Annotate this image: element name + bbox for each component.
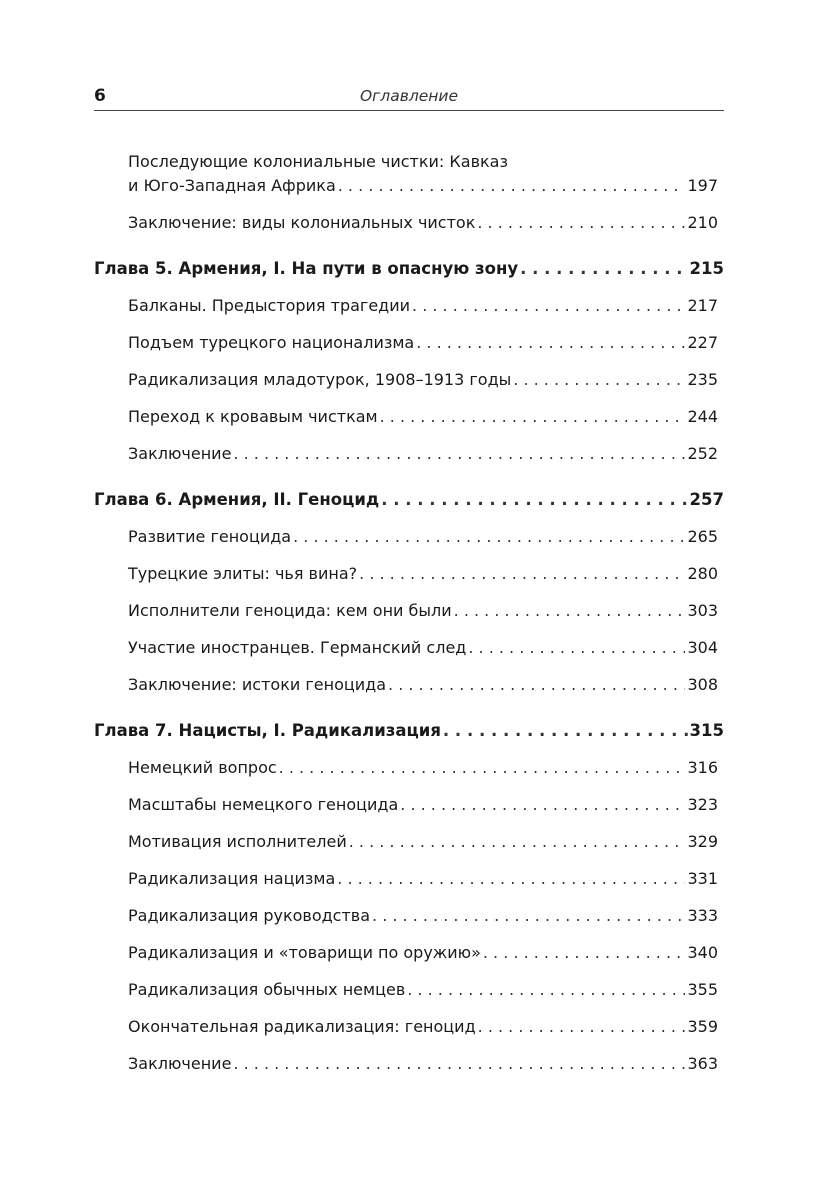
toc-entry-title: Масштабы немецкого геноцида: [128, 795, 399, 814]
toc-section-entry: [94, 904, 718, 928]
toc-entry-title: Переход к кровавым чисткам: [128, 407, 378, 426]
toc-section-entry: [94, 368, 718, 392]
toc-entry-title: Заключение: виды колониальных чисток: [128, 213, 476, 232]
dot-leader: [233, 1052, 685, 1076]
toc-page-number: 252: [687, 444, 718, 463]
toc-page-number: 280: [687, 564, 718, 583]
toc-page-number: 316: [687, 758, 718, 777]
dot-leader: [443, 719, 688, 743]
toc-page-number: 359: [687, 1017, 718, 1036]
toc-section-entry: [94, 331, 718, 355]
toc-section-entry: [94, 636, 718, 660]
dot-leader: [400, 793, 685, 817]
toc-page-number: 331: [687, 869, 718, 888]
toc-section-entry: [94, 150, 718, 198]
toc-page-number: 323: [687, 795, 718, 814]
toc-page-number: 329: [687, 832, 718, 851]
toc-page-number: 235: [687, 370, 718, 389]
dot-leader: [483, 941, 686, 965]
dot-leader: [468, 636, 685, 660]
toc-page-number: 257: [689, 490, 724, 509]
toc-page-number: 265: [687, 527, 718, 546]
toc-page-number: 363: [687, 1054, 718, 1073]
toc-page-number: 227: [687, 333, 718, 352]
toc-entry-title: Турецкие элиты: чья вина?: [128, 564, 358, 583]
toc-entry-title: Немецкий вопрос: [128, 758, 277, 777]
dot-leader: [338, 174, 686, 198]
toc-section-entry: [94, 562, 718, 586]
dot-leader: [520, 257, 687, 281]
dot-leader: [380, 405, 686, 429]
toc-entry-title: Глава 5. Армения, I. На пути в опасную зону: [94, 259, 519, 278]
toc-entry-title-line1: Последующие колониальные чистки: Кавказ: [128, 152, 508, 171]
dot-leader: [359, 562, 685, 586]
toc-entry-title: Подъем турецкого национализма: [128, 333, 415, 352]
dot-leader: [388, 673, 685, 697]
dot-leader: [477, 211, 685, 235]
toc-entry-title: Радикализация и «товарищи по оружию»: [128, 943, 481, 962]
toc-section-entry: [94, 673, 718, 697]
toc-chapter-entry: [94, 257, 724, 281]
toc-section-entry: [94, 793, 718, 817]
toc-entry-title: Исполнители геноцида: кем они были: [128, 601, 452, 620]
dot-leader: [293, 525, 685, 549]
toc-section-entry: [94, 1052, 718, 1076]
toc-section-entry: [94, 599, 718, 623]
toc-entry-title: Окончательная радикализация: геноцид: [128, 1017, 476, 1036]
toc-entry-title-line2: и Юго-Западная Африка: [128, 176, 336, 195]
toc-chapter-entry: [94, 488, 724, 512]
toc-page-number: 355: [687, 980, 718, 999]
toc-entry-title: Участие иностранцев. Германский след: [128, 638, 467, 657]
dot-leader: [478, 1015, 686, 1039]
toc-page-number: 315: [689, 721, 724, 740]
dot-leader: [337, 867, 685, 891]
toc-entry-title: Радикализация обычных немцев: [128, 980, 406, 999]
dot-leader: [412, 294, 685, 318]
table-of-contents: [94, 150, 724, 1076]
toc-page-number: 304: [687, 638, 718, 657]
toc-entry-title: Заключение: [128, 1054, 232, 1073]
toc-page-number: 333: [687, 906, 718, 925]
toc-section-entry: [94, 442, 718, 466]
toc-entry-title: Развитие геноцида: [128, 527, 292, 546]
dot-leader: [233, 442, 685, 466]
toc-page-number: 210: [687, 213, 718, 232]
toc-entry-title: Заключение: [128, 444, 232, 463]
toc-section-entry: [94, 867, 718, 891]
dot-leader: [454, 599, 686, 623]
toc-page-number: 217: [687, 296, 718, 315]
toc-section-entry: [94, 756, 718, 780]
toc-entry-title: Балканы. Предыстория трагедии: [128, 296, 411, 315]
toc-entry-title: Заключение: истоки геноцида: [128, 675, 387, 694]
toc-section-entry: [94, 1015, 718, 1039]
toc-page-number: 215: [689, 259, 724, 278]
toc-page-number: 303: [687, 601, 718, 620]
dot-leader: [416, 331, 685, 355]
dot-leader: [372, 904, 685, 928]
dot-leader: [349, 830, 686, 854]
toc-section-entry: [94, 830, 718, 854]
dot-leader: [381, 488, 687, 512]
page-header: [94, 84, 724, 111]
toc-section-entry: [94, 941, 718, 965]
toc-section-entry: [94, 294, 718, 318]
dot-leader: [279, 756, 686, 780]
toc-entry-title: Мотивация исполнителей: [128, 832, 347, 851]
toc-page-number: 244: [687, 407, 718, 426]
toc-entry-title: Радикализация младотурок, 1908–1913 годы: [128, 370, 512, 389]
page-number: 6: [94, 86, 106, 106]
running-title: Оглавление: [359, 87, 459, 105]
toc-page-number: 308: [687, 675, 718, 694]
toc-entry-title: Глава 7. Нацисты, I. Радикализация: [94, 721, 441, 740]
toc-section-entry: [94, 211, 718, 235]
toc-entry-title: Глава 6. Армения, II. Геноцид: [94, 490, 380, 509]
dot-leader: [407, 978, 685, 1002]
dot-leader: [513, 368, 685, 392]
toc-entry-title: Радикализация руководства: [128, 906, 371, 925]
toc-chapter-entry: [94, 719, 724, 743]
toc-section-entry: [94, 525, 718, 549]
toc-section-entry: [94, 405, 718, 429]
toc-page-number: 340: [687, 943, 718, 962]
toc-entry-title: Радикализация нацизма: [128, 869, 336, 888]
toc-section-entry: [94, 978, 718, 1002]
toc-page-number: 197: [687, 176, 718, 195]
